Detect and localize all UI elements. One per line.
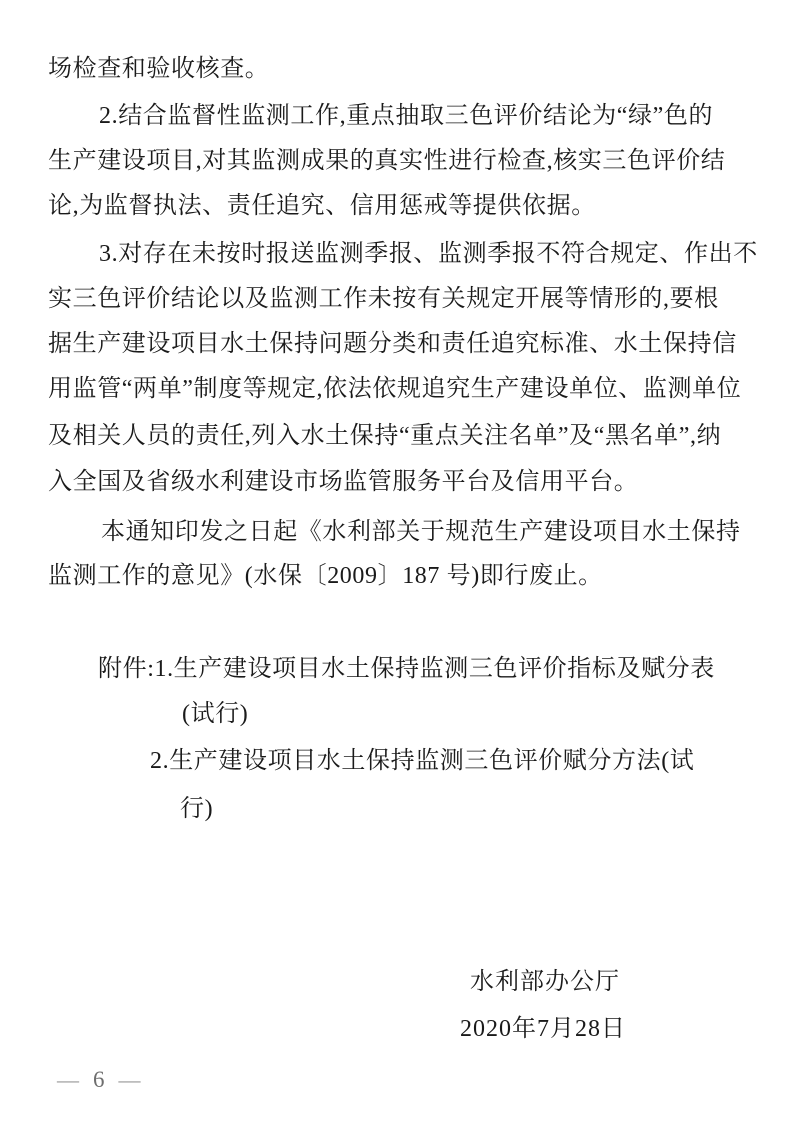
footer-dash-right: —: [118, 1067, 141, 1092]
issue-date: 2020年7月28日: [460, 1016, 626, 1042]
para-3-line-1: 3.对存在未按时报送监测季报、监测季报不符合规定、作出不: [99, 241, 758, 267]
attachment-line-1: 附件:1.生产建设项目水土保持监测三色评价指标及赋分表: [98, 656, 715, 682]
page-footer: [57, 1067, 141, 1093]
attachment-line-2: (试行): [182, 701, 249, 727]
para-3-line-4: 用监管“两单”制度等规定,依法依规追究生产建设单位、监测单位: [48, 376, 742, 402]
para-3-line-5: 及相关人员的责任,列入水土保持“重点关注名单”及“黑名单”,纳: [48, 423, 722, 449]
footer-dash-left: —: [57, 1067, 79, 1092]
continuation-line: 场检查和验收核查。: [48, 56, 270, 82]
issuer-signature: 水利部办公厅: [470, 969, 620, 995]
para-4-line-1: 本通知印发之日起《水利部关于规范生产建设项目水土保持: [101, 519, 741, 545]
para-2-line-1: 2.结合监督性监测工作,重点抽取三色评价结论为“绿”色的: [99, 103, 714, 129]
page-number: 6: [93, 1067, 105, 1092]
attachment-line-3: 2.生产建设项目水土保持监测三色评价赋分方法(试: [150, 748, 695, 774]
para-3-line-3: 据生产建设项目水土保持问题分类和责任追究标准、水土保持信: [48, 331, 737, 357]
para-3-line-2: 实三色评价结论以及监测工作未按有关规定开展等情形的,要根: [48, 286, 719, 312]
attachment-line-4: 行): [180, 796, 214, 822]
para-4-line-2: 监测工作的意见》(水保〔2009〕187 号)即行废止。: [48, 563, 603, 589]
para-2-line-2: 生产建设项目,对其监测成果的真实性进行检查,核实三色评价结: [48, 148, 726, 174]
para-3-line-6: 入全国及省级水利建设市场监管服务平台及信用平台。: [48, 469, 639, 495]
para-2-line-3: 论,为监督执法、责任追究、信用惩戒等提供依据。: [48, 193, 596, 219]
